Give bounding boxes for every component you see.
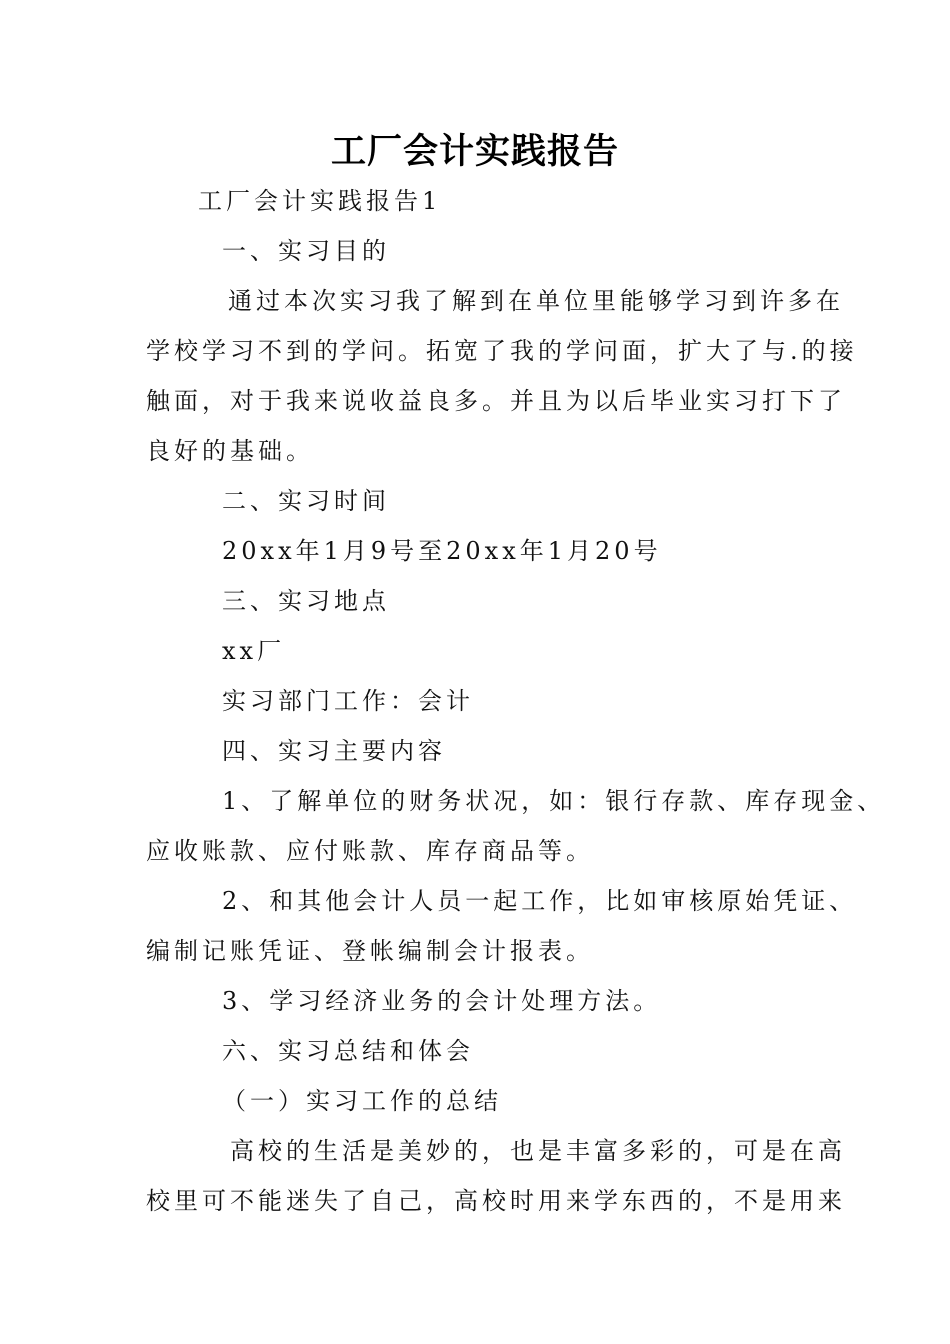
section-heading: 六、实习总结和体会: [222, 1037, 474, 1065]
paragraph-line: 实习部门工作：会计: [222, 687, 474, 715]
section-heading: 四、实习主要内容: [222, 737, 446, 765]
document-body: [146, 176, 886, 1226]
paragraph-line: 1、了解单位的财务状况，如：银行存款、库存现金、: [222, 787, 886, 815]
section-heading: 二、实习时间: [222, 487, 390, 515]
paragraph-line: 编制记账凭证、登帐编制会计报表。: [146, 937, 594, 965]
paragraph-line: 应收账款、应付账款、库存商品等。: [146, 837, 594, 865]
paragraph-line: 校里可不能迷失了自己，高校时用来学东西的，不是用来: [146, 1187, 846, 1215]
paragraph-line: 良好的基础。: [146, 437, 314, 465]
paragraph-line: xx厂: [222, 637, 286, 665]
paragraph-line: 高校的生活是美妙的，也是丰富多彩的，可是在高: [230, 1137, 846, 1165]
paragraph-line: 20xx年1月9号至20xx年1月20号: [222, 537, 662, 565]
paragraph-line: 触面，对于我来说收益良多。并且为以后毕业实习打下了: [146, 387, 846, 415]
paragraph-line: 2、和其他会计人员一起工作，比如审核原始凭证、: [222, 887, 858, 915]
section-heading: 一、实习目的: [222, 237, 390, 265]
paragraph-line: 通过本次实习我了解到在单位里能够学习到许多在: [228, 287, 844, 315]
paragraph-line: 3、学习经济业务的会计处理方法。: [222, 987, 662, 1015]
document-title: 工厂会计实践报告: [330, 132, 619, 172]
section-heading: 三、实习地点: [222, 587, 390, 615]
paragraph-line: 学校学习不到的学问。拓宽了我的学问面，扩大了与.的接: [146, 337, 858, 365]
section-heading: 工厂会计实践报告1: [198, 187, 442, 215]
subsection-heading: （一）实习工作的总结: [222, 1087, 502, 1115]
